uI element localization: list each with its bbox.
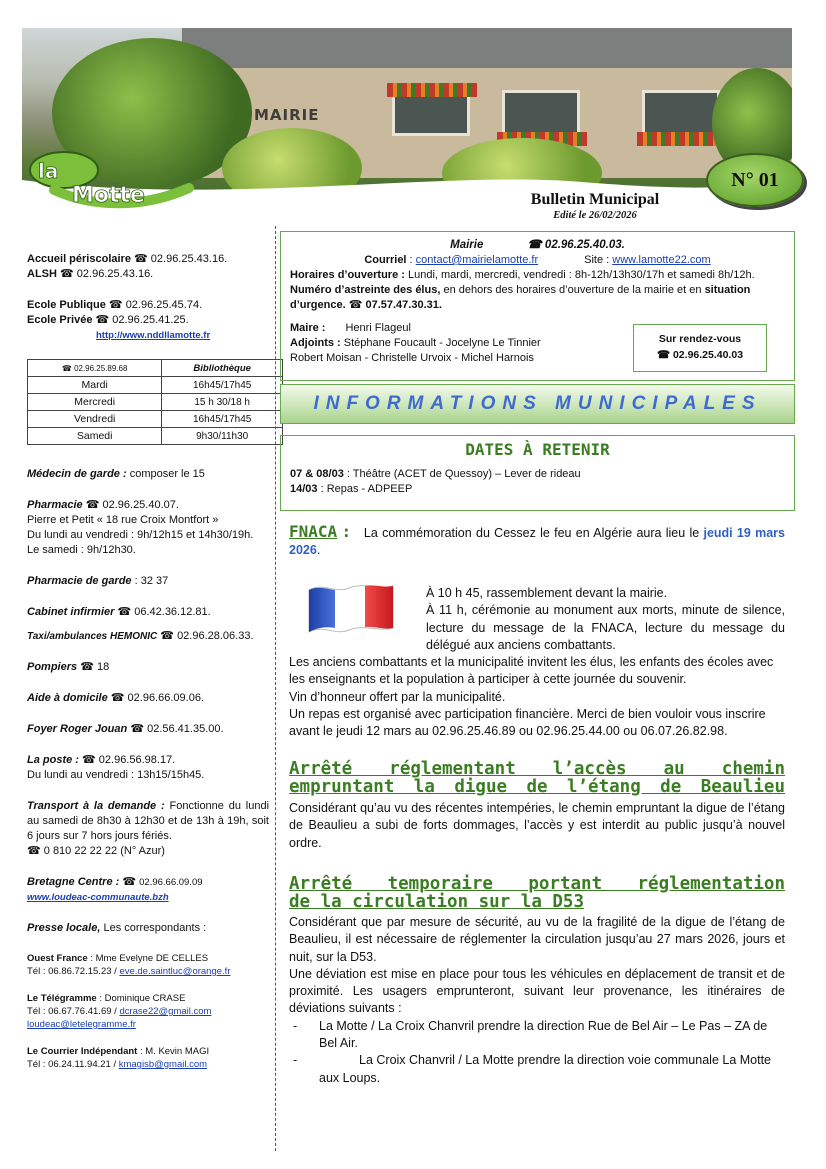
window <box>642 90 720 136</box>
phone-icon: ☎ <box>160 630 174 642</box>
contact-ecoles: Ecole Publique ☎ 02.96.25.45.74. Ecole Privée ☎ 02.96.25.41.25. http://www.nddllamotte.fr <box>27 299 211 341</box>
dates-title: DATES À RETENIR <box>465 440 610 459</box>
flower-box <box>387 83 477 97</box>
infirmier-taxi: Cabinet infirmier ☎ 06.42.36.12.81. Taxi/ambulances HEMONIC ☎ 02.96.28.06.33. <box>27 606 254 642</box>
phone-icon: ☎ <box>110 692 125 704</box>
phone-icon: ☎ <box>82 754 96 766</box>
building-sign: MAIRIE <box>254 106 320 124</box>
transport: Transport à la demande : Fonctionne du lundi au samedi de 8h30 à 12h30 et de 13h à 19h, soit 6 jours sur 7 hors jours fériés. ☎ 0 810 22 22 22 (N° Azur) <box>27 800 270 857</box>
phone-icon: ☎ <box>134 253 148 265</box>
ouest-france-email[interactable]: eve.de.saintluc@orange.fr <box>119 966 231 977</box>
table-row: Samedi 9h30/11h30 <box>28 428 283 445</box>
svg-text:Motte: Motte <box>72 183 145 208</box>
contact-accueil: Accueil périscolaire ☎ 02.96.25.43.16. ALSH ☎ 02.96.25.43.16. <box>27 253 228 280</box>
phone-icon: ☎ <box>80 661 94 673</box>
column-divider <box>275 226 276 1151</box>
bibliotheque-table: ☎ 02.96.25.89.68 Bibliothèque Mardi 16h45/17h45 Mercredi 15 h 30/18 h Vendredi 16h45/17h45 Samedi 9h30/11h30 <box>27 359 283 445</box>
table-row: Vendredi 16h45/17h45 <box>28 411 283 428</box>
mairie-box: Mairie ☎ 02.96.25.40.03. Courriel : contact@mairielamotte.fr Site : www.lamotte22.com Horaires d’ouverture : Lundi, mardi, mercredi, vendredi : 8h-12h/13h30/17h et samedi 8h/12h. Numéro d’astreinte des élus, en dehors des horaires d’ouverture de la mairie et en situation d’urgence. ☎ 07.57.47.30.31. Maire : Henri Flageul Adjoints : Stéphane Foucault - Jocelyne Le Tinnier Robert Moisan - Christelle Urvoix - Michel Harnois Sur rendez-vous ☎ 02.96.25.40.03 <box>280 231 795 381</box>
phone-icon: ☎ <box>117 606 132 618</box>
left-column <box>27 252 269 1071</box>
bretagne-centre-link[interactable]: www.loudeac-communaute.bzh <box>27 892 169 903</box>
list-item: - La Croix Chanvril / La Motte prendre la direction voie communale La Motte aux Loups. <box>289 1052 785 1087</box>
phone-icon: ☎ <box>85 499 100 511</box>
window <box>502 90 580 136</box>
telegramme-email[interactable]: dcrase22@gmail.com <box>119 1006 212 1017</box>
dates-box: DATES À RETENIR 07 & 08/03 : Théâtre (ACET de Quessoy) – Lever de rideau 14/03 : Repas - ADPEEP <box>280 435 795 511</box>
mairie-email[interactable]: contact@mairielamotte.fr <box>415 254 539 266</box>
fnaca-details: Les anciens combattants et la municipalité invitent les élus, les enfants des écoles avec les enseignants et la population à participer à cette journée du souvenir. Vin d’honneur offert par la municipalité. Un repas est organisé avec participation financière. Merci de bien vouloir vous inscrire avant le jeudi 12 mars au 02.96.25.46.89 ou 02.96.25.44.00 ou 06.07.26.82.98. <box>289 655 774 739</box>
la-motte-logo <box>24 150 194 212</box>
la-poste: La poste : ☎ 02.96.56.98.17. Du lundi au vendredi : 13h15/15h45. <box>27 754 205 781</box>
phone-icon: ☎ <box>108 299 123 311</box>
arrete-d53-title: Arrêté temporaire portant réglementation de la circulation sur la D53 <box>289 874 785 912</box>
pharmacie: Pharmacie ☎ 02.96.25.40.07. Pierre et Petit « 18 rue Croix Montfort » Du lundi au vendredi : 9h/12h15 et 14h30/19h. Le samedi : 9h/12h30. <box>27 499 254 556</box>
deviation-list <box>289 1018 785 1087</box>
phone-icon: ☎ <box>656 349 671 361</box>
list-item: - La Motte / La Croix Chanvril prendre la direction Rue de Bel Air – Le Pas – ZA de Bel Air. <box>289 1018 785 1053</box>
mairie-site[interactable]: www.lamotte22.com <box>612 254 711 266</box>
phone-icon: ☎ <box>27 845 41 857</box>
courrier-email[interactable]: kmagisb@gmail.com <box>118 1059 208 1070</box>
arrete-d53: Arrêté temporaire portant réglementation de la circulation sur la D53 Considérant que par mesure de sécurité, au vu de la fragilité de la digue de l’étang de Beaulieu, il est nécessaire de réglementer la circulation jusqu’au 27 mars 2026, jours et nuit, sur la D53. Une déviation est mise en place pour tous les véhicules en déplacement de transit et de proximité. Les usagers emprunteront, suivant leur provenance, les itinéraires de déviations suivants : - La Motte / La Croix Chanvril prendre la direction Rue de Bel Air – Le Pas – ZA de Bel Air. - La Croix Chanvril / La Motte prendre la direction voie communale La Motte aux Loups. <box>289 875 785 1087</box>
courrier-independant: Le Courrier Indépendant : M. Kevin MAGI Tél : 06.24.11.94.21 / kmagisb@gmail.com <box>27 1046 210 1070</box>
phone-icon: ☎ <box>122 876 137 888</box>
phone-icon: ☎ <box>130 723 145 735</box>
pompiers: Pompiers ☎ 18 <box>27 661 110 673</box>
phone-icon: ☎ <box>61 363 72 373</box>
phone-icon: ☎ <box>527 239 542 251</box>
bulletin-date: Edité le 26/02/2026 <box>553 210 637 221</box>
phone-icon: ☎ <box>348 299 363 311</box>
roof <box>182 28 792 70</box>
issue-badge: N° 01 <box>706 153 804 207</box>
le-telegramme: Le Télégramme : Dominique CRASE Tél : 06.67.76.41.69 / dcrase22@gmail.com loudeac@letelegramme.fr <box>27 993 212 1030</box>
fnaca-intro: FNACA : La commémoration du Cessez le feu en Algérie aura lieu le jeudi 19 mars 2026. <box>289 522 785 558</box>
medecin: Médecin de garde : composer le 15 <box>27 468 205 480</box>
telegramme-email-2[interactable]: loudeac@letelegramme.fr <box>27 1019 136 1030</box>
informations-banner: INFORMATIONS MUNICIPALES <box>280 384 795 424</box>
svg-text:la: la <box>38 159 59 183</box>
bulletin-title: Bulletin Municipal <box>530 191 660 208</box>
fnaca-heading: FNACA <box>289 522 338 541</box>
rendez-vous-box: Sur rendez-vous ☎ 02.96.25.40.03 <box>633 324 767 372</box>
phone-icon: ☎ <box>95 314 110 326</box>
table-row: Mercredi 15 h 30/18 h <box>28 394 283 411</box>
bretagne-centre: Bretagne Centre : ☎ 02.96.66.09.09 www.loudeac-communaute.bzh <box>27 876 203 903</box>
arrete-digue-title: Arrêté réglementant l’accès au chemin empruntant la digue de l’étang de Beaulieu <box>289 759 785 797</box>
french-flag <box>305 580 397 634</box>
pharmacie-garde: Pharmacie de garde : 32 37 <box>27 575 169 587</box>
fnaca-program: À 10 h 45, rassemblement devant la mairie. À 11 h, cérémonie au monument aux morts, minute de silence, lecture du message de la FNACA, lecture du message du délégué aux anciens combattants. <box>426 586 785 652</box>
table-row: Mardi 16h45/17h45 <box>28 377 283 394</box>
arrete-digue: Arrêté réglementant l’accès au chemin empruntant la digue de l’étang de Beaulieu Considérant qu’au vu des récentes intempéries, le chemin empruntant la digue de l’étang de Beaulieu a subi de forts dommages, l’accès y est interdit au public jusqu’à nouvel ordre. <box>289 759 785 850</box>
foyer: Foyer Roger Jouan ☎ 02.56.41.35.00. <box>27 723 224 735</box>
aide-domicile: Aide à domicile ☎ 02.96.66.09.06. <box>27 692 204 704</box>
ouest-france: Ouest France : Mme Evelyne DE CELLES Tél : 06.86.72.15.23 / eve.de.saintluc@orange.fr <box>27 953 231 977</box>
ecole-privee-link[interactable]: http://www.nddllamotte.fr <box>96 330 211 341</box>
phone-icon: ☎ <box>60 268 74 280</box>
presse-locale: Presse locale, Les correspondants : <box>27 922 207 934</box>
